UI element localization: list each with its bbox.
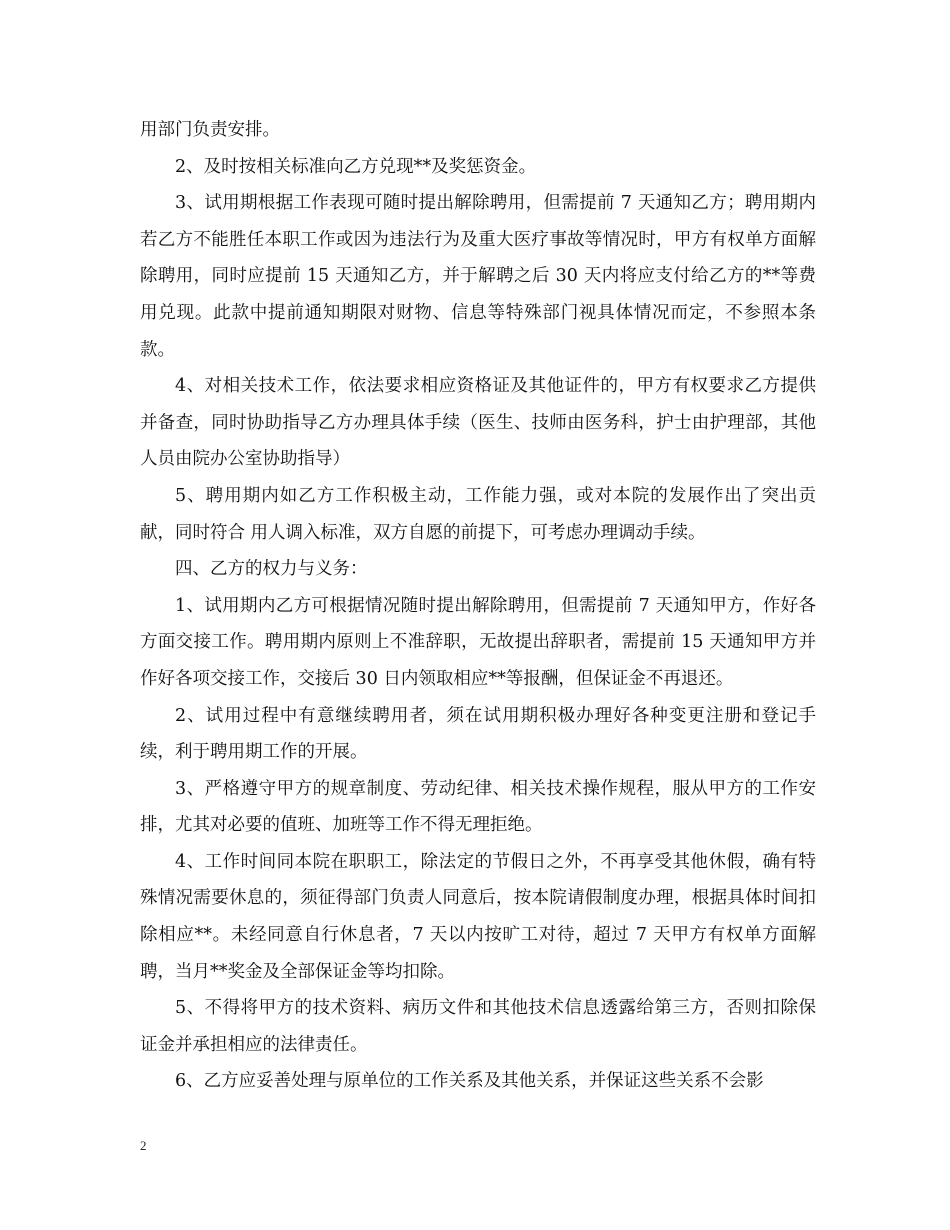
paragraph-clause: 5、聘用期内如乙方工作积极主动，工作能力强，或对本院的发展作出了突出贡献，同时符合 用人调入标准，双方自愿的前提下，可考虑办理调动手续。 [140,485,816,543]
paragraph-clause: 4、对相关技术工作，依法要求相应资格证及其他证件的，甲方有权要求乙方提供并备查，同时协助指导乙方办理具体手续（医生、技师由医务科，护士由护理部，其他人员由院办公室协助指导） [140,376,816,470]
paragraph-clause: 1、试用期内乙方可根据情况随时提出解除聘用，但需提前 7 天通知甲方，作好各方面交接工作。聘用期内原则上不准辞职，无故提出辞职者，需提前 15 天通知甲方并作好各项交接工作，交接后 30 日内领取相应**等报酬，但保证金不再退还。 [140,595,816,689]
paragraph-continuation: 用部门负责安排。 [140,120,280,140]
section-heading: 四、乙方的权力与义务： [175,559,368,580]
paragraph-clause: 2、试用过程中有意继续聘用者，须在试用期积极办理好各种变更注册和登记手续，利于聘用期工作的开展。 [140,705,816,763]
paragraph-clause: 6、乙方应妥善处理与原单位的工作关系及其他关系，并保证这些关系不会影 [175,1071,764,1092]
paragraph-clause: 5、不得将甲方的技术资料、病历文件和其他技术信息透露给第三方，否则扣除保证金并承担相应的法律责任。 [140,998,816,1055]
page-number: 2 [140,1138,147,1153]
paragraph-clause: 4、工作时间同本院在职职工，除法定的节假日之外，不再享受其他休假，确有特殊情况需要休息的，须征得部门负责人同意后，按本院请假制度办理，根据具体时间扣除相应**。未经同意自行休息者，7 天以内按旷工对待，超过 7 天甲方有权单方面解聘，当月**奖金及全部保证金等均扣除。 [140,851,816,982]
paragraph-clause: 2、及时按相关标准向乙方兑现**及奖惩资金。 [175,156,537,177]
document-body [140,112,816,1100]
paragraph-clause: 3、试用期根据工作表现可随时提出解除聘用，但需提前 7 天通知乙方；聘用期内若乙方不能胜任本职工作或因为违法行为及重大医疗事故等情况时，甲方有权单方面解除聘用，同时应提前 15 天通知乙方，并于解聘之后 30 天内将应支付给乙方的**等费用兑现。此款中提前通知期限对财物、信息等特殊部门视具体情况而定，不参照本条款。 [140,193,816,360]
paragraph-clause: 3、严格遵守甲方的规章制度、劳动纪律、相关技术操作规程，服从甲方的工作安排，尤其对必要的值班、加班等工作不得无理拒绝。 [140,778,816,836]
